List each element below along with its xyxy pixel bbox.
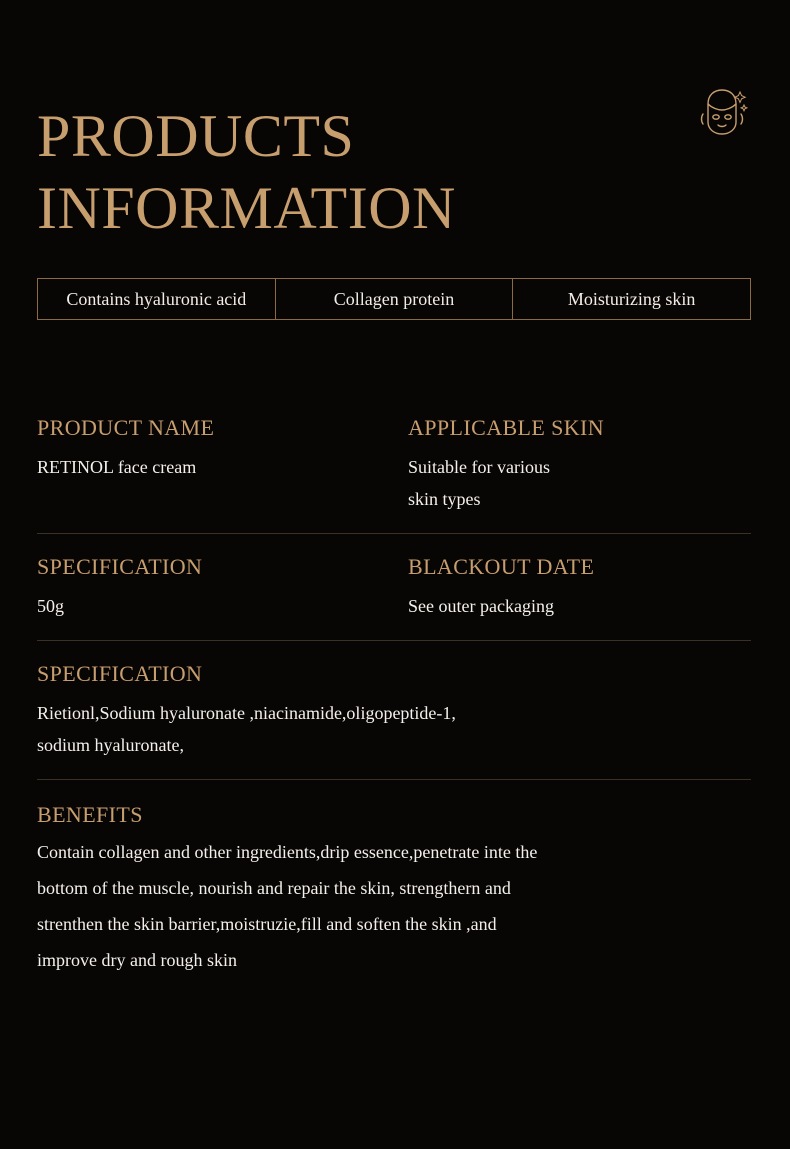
face-care-icon (694, 84, 750, 140)
spec-cell-blackout-date (394, 554, 751, 622)
feature-tag-3: Moisturizing skin (567, 288, 696, 309)
benefits-section (37, 780, 751, 978)
spec-row-product (37, 415, 751, 534)
spec-value-line: sodium hyaluronate, (37, 735, 184, 755)
spec-value-blackout-date (408, 590, 737, 622)
benefits-line: improve dry and rough skin (37, 950, 237, 970)
benefits-line: bottom of the muscle, nourish and repair the skin, strengthern and (37, 878, 511, 898)
spec-value-ingredients (37, 697, 751, 761)
benefits-line: strenthen the skin barrier,moistruzie,fill and soften the skin ,and (37, 914, 497, 934)
benefits-text (37, 834, 751, 978)
feature-tag-bar (37, 278, 751, 320)
spec-value-line: skin types (408, 489, 481, 509)
benefits-label: BENEFITS (37, 802, 143, 827)
spec-table (37, 415, 751, 978)
page-title-line-1: PRODUCTS (37, 103, 355, 169)
spec-label-specification: SPECIFICATION (37, 554, 203, 579)
page-title-line-2: INFORMATION (37, 175, 456, 241)
feature-tag-1: Contains hyaluronic acid (38, 279, 276, 319)
spec-label-applicable-skin: APPLICABLE SKIN (408, 415, 605, 440)
spec-value-specification (37, 590, 380, 622)
spec-label-blackout-date: BLACKOUT DATE (408, 554, 595, 579)
page-title (37, 100, 753, 244)
spec-cell-specification (37, 554, 394, 622)
spec-value-product-name (37, 451, 380, 483)
spec-cell-applicable-skin (394, 415, 751, 515)
spec-value-line: 50g (37, 596, 64, 616)
spec-value-line: RETINOL face cream (37, 457, 197, 477)
feature-tag-2: Collagen protein (276, 279, 514, 319)
spec-value-applicable-skin (408, 451, 737, 515)
spec-cell-ingredients (37, 661, 751, 761)
spec-row-ingredients (37, 641, 751, 780)
spec-cell-product-name (37, 415, 394, 515)
spec-value-line: See outer packaging (408, 596, 554, 616)
spec-value-line: Rietionl,Sodium hyaluronate ,niacinamide,oligopeptide-1, (37, 703, 456, 723)
spec-label-ingredients: SPECIFICATION (37, 661, 203, 686)
spec-value-line: Suitable for various (408, 457, 550, 477)
spec-row-specification (37, 534, 751, 641)
card-header (37, 100, 753, 244)
spec-label-product-name: PRODUCT NAME (37, 415, 215, 440)
benefits-line: Contain collagen and other ingredients,drip essence,penetrate inte the (37, 842, 538, 862)
